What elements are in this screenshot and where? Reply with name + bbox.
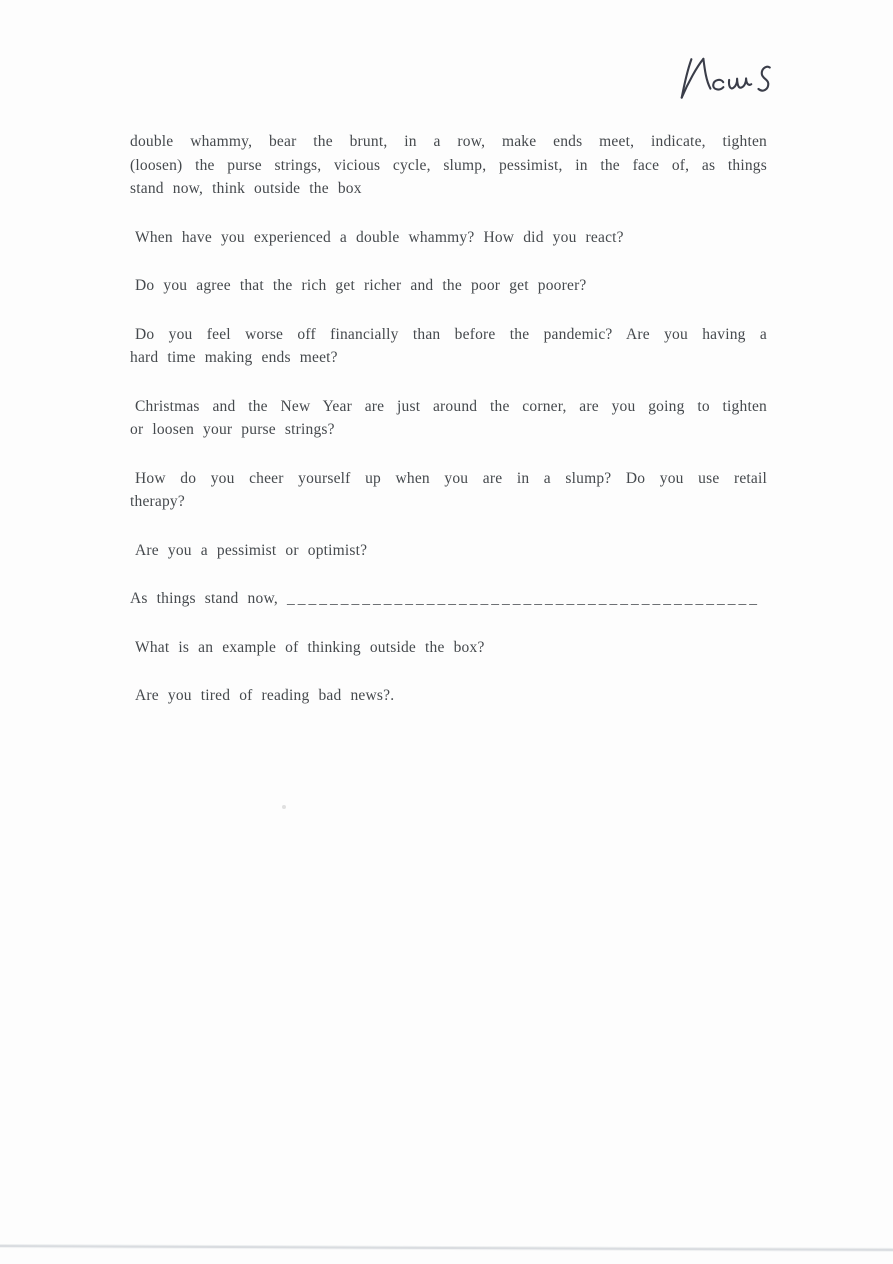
question-5: [130, 467, 767, 514]
question-text: Christmas and the New Year are just around the corner, are you going to tighten: [135, 397, 767, 415]
vocabulary-line: double whammy, bear the brunt, in a row, make ends meet, indicate, tighten: [130, 133, 767, 150]
question-text: Do you feel worse off financially than before the pandemic? Are you having a: [135, 325, 767, 343]
scan-speck: [282, 805, 286, 809]
vocabulary-line: stand now, think outside the box: [130, 180, 362, 197]
fill-in-the-blank-line: [130, 587, 767, 611]
question-text: Are you a pessimist or optimist?: [135, 541, 368, 559]
question-text: or loosen your purse strings?: [130, 421, 335, 438]
question-2: [130, 274, 767, 298]
handwritten-news-annotation: [677, 50, 779, 101]
handwriting-ink-strokes: [677, 50, 779, 101]
question-text: How do you cheer yourself up when you are in a slump? Do you use retail: [135, 469, 767, 487]
question-text: Do you agree that the rich get richer and the poor get poorer?: [135, 277, 587, 294]
blank-dashed-line: ____________________________________________: [286, 590, 760, 607]
question-text: therapy?: [130, 493, 185, 510]
question-7: [130, 636, 767, 660]
question-6: [130, 539, 767, 563]
vocabulary-line: (loosen) the purse strings, vicious cycle, slump, pessimist, in the face of, as things: [130, 156, 767, 174]
paper-bottom-edge: [0, 1245, 893, 1251]
question-text: What is an example of thinking outside the box?: [135, 638, 485, 656]
vocabulary-list: [130, 130, 767, 201]
fill-in-prefix: As things stand now,: [130, 590, 278, 607]
question-text: Are you tired of reading bad news?.: [135, 687, 395, 704]
question-8: [130, 684, 767, 708]
question-1: [130, 226, 767, 250]
question-4: [130, 395, 767, 442]
question-3: [130, 323, 767, 370]
question-text: hard time making ends meet?: [130, 349, 338, 366]
question-text: When have you experienced a double whammy? How did you react?: [135, 228, 624, 246]
worksheet-body: [130, 130, 767, 733]
